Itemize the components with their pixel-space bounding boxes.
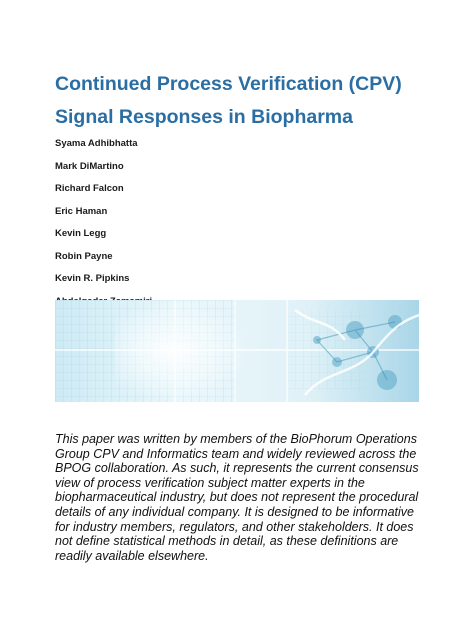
paper-title <box>55 68 455 134</box>
author-name: Mark DiMartino <box>55 160 124 172</box>
hero-image <box>55 300 419 402</box>
author-name: Syama Adhibhatta <box>55 138 138 149</box>
title-line-1: Continued Process Verification (CPV) <box>55 73 402 95</box>
title-line-2: Signal Responses in Biopharma <box>55 106 353 128</box>
author-name: Richard Falcon <box>55 183 124 194</box>
hero-molecular-illustration <box>55 300 419 402</box>
author-name: Eric Haman <box>55 205 108 217</box>
abstract-text: This paper was written by members of the BioPhorum Operations Group CPV and Informatics team and widely reviewed across the BPOG collaboration. As such, it represents the current consensus view of process verification subject matter experts in the biopharmaceutical industry, but does not represent the procedural details of any individual company. It is designed to be informative for industry members, regulators, and other stakeholders. It does not define statistical methods in detail, as these definitions are readily available elsewhere. <box>55 432 419 563</box>
author-list <box>55 138 152 318</box>
author-name: Kevin R. Pipkins <box>55 273 130 284</box>
author-name: Kevin Legg <box>55 228 107 239</box>
author-name: Robin Payne <box>55 250 113 262</box>
